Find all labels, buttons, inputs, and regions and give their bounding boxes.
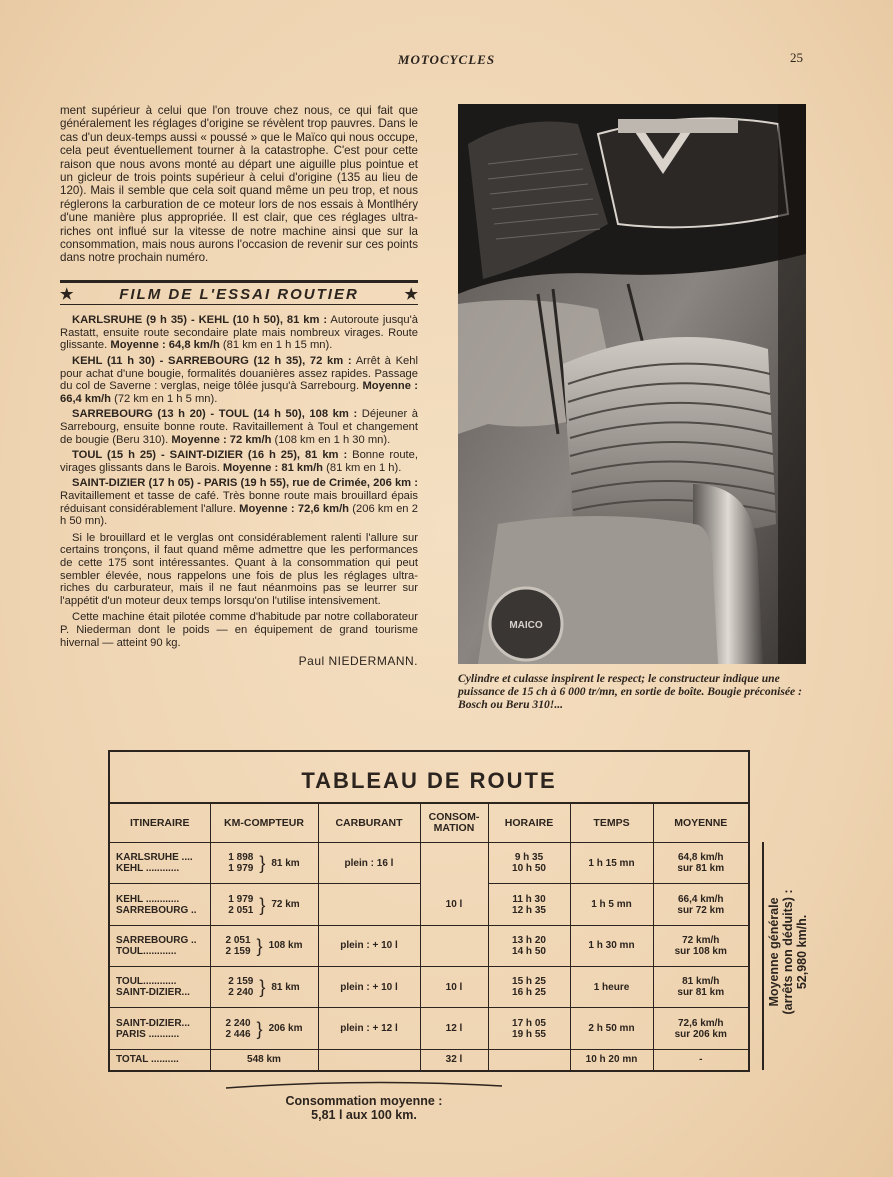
total-consumption: 32 l <box>420 1049 488 1070</box>
consumption-cell: 10 l <box>420 967 488 1008</box>
leg-heading: TOUL (15 h 25) - SAINT-DIZIER (16 h 25), 81 km : <box>72 449 348 462</box>
total-duration: 10 h 20 mn <box>570 1049 653 1070</box>
author-signature: Paul NIEDERMANN. <box>298 654 418 669</box>
itinerary-from: SARREBOURG .. <box>116 934 197 946</box>
average-cell <box>653 843 748 884</box>
duration-cell: 1 h 5 mn <box>570 884 653 925</box>
road-table <box>108 750 750 1072</box>
leg-average: Moyenne : 72,6 km/h <box>239 502 350 515</box>
consumption-cell <box>420 843 488 884</box>
road-leg-paragraph <box>60 355 418 405</box>
column-header: CONSOM-MATION <box>420 803 488 843</box>
leg-text: Autoroute jusqu'à Rastatt, ensuite route secondaire plate mais nombreux virages. Route glissante. <box>60 314 418 352</box>
itinerary-cell <box>110 925 210 966</box>
average-cell <box>653 925 748 966</box>
brace-icon: } <box>256 1018 263 1039</box>
total-row <box>110 1049 748 1070</box>
table-title: TABLEAU DE ROUTE <box>301 768 557 793</box>
duration-cell: 2 h 50 mn <box>570 1008 653 1049</box>
odometer-end: 2 446 <box>225 1028 251 1040</box>
itinerary-to: TOUL............ <box>116 945 177 957</box>
average-distance: sur 81 km <box>677 987 725 999</box>
total-distance: 548 km <box>210 1049 318 1070</box>
leg-average: Moyenne : 66,4 km/h <box>60 380 418 405</box>
distance-value: 81 km <box>271 857 300 869</box>
distance-value: 72 km <box>271 899 300 911</box>
odometer-start: 2 240 <box>225 1017 251 1029</box>
consumption-label: Consommation moyenne : <box>285 1094 443 1108</box>
road-leg-paragraph <box>60 408 418 446</box>
total-fuel <box>318 1049 420 1070</box>
itinerary-cell <box>110 967 210 1008</box>
schedule-cell <box>488 1008 570 1049</box>
odometer-cell <box>210 843 318 884</box>
total-label: TOTAL .......... <box>110 1049 210 1070</box>
itinerary-cell <box>110 843 210 884</box>
arrival-time: 19 h 55 <box>512 1028 546 1040</box>
average-distance: sur 206 km <box>674 1028 727 1040</box>
overall-average-note <box>766 872 810 1032</box>
odometer-cell <box>210 1008 318 1049</box>
leg-average: Moyenne : 72 km/h <box>171 433 272 446</box>
table-row <box>110 884 748 925</box>
average-distance: sur 108 km <box>674 945 727 957</box>
leg-tail: (81 km en 1 h 15 mn). <box>219 339 333 352</box>
departure-time: 13 h 20 <box>512 934 546 946</box>
itinerary-to: KEHL ............ <box>116 863 180 875</box>
column-header: ITINERAIRE <box>110 803 210 843</box>
odometer-end: 1 979 <box>228 863 254 875</box>
consumption-cell: 10 l <box>420 884 488 925</box>
section-title: FILM DE L'ESSAI ROUTIER <box>119 285 359 303</box>
departure-time: 9 h 35 <box>514 852 544 864</box>
itinerary-from: TOUL............ <box>116 976 177 988</box>
total-schedule <box>488 1049 570 1070</box>
average-cell <box>653 884 748 925</box>
itinerary-to: PARIS ........... <box>116 1028 180 1040</box>
distance-value: 108 km <box>268 940 303 952</box>
fuel-cell: plein : 16 l <box>318 843 420 884</box>
itinerary-to: SARREBOURG .. <box>116 904 197 916</box>
column-header: TEMPS <box>570 803 653 843</box>
ornament-swirl-icon <box>224 1080 504 1090</box>
odometer-cell <box>210 925 318 966</box>
consumption-value: 5,81 l aux 100 km. <box>311 1108 417 1122</box>
leg-heading: KEHL (11 h 30) - SARREBOURG (12 h 35), 72 km : <box>72 355 352 368</box>
photo-caption: Cylindre et culasse inspirent le respect; le constructeur indique une puissance de 15 ch à 6 000 tr/mn, en sortie de boîte. Bougie préconisée : Bosch ou Beru 310!... <box>458 672 802 711</box>
average-speed: 81 km/h <box>682 976 720 988</box>
closing-paragraph: Si le brouillard et le verglas ont considérablement ralenti l'allure sur certains tronçons, il faut quand même admettre que les performances de cette 175 sont intéressantes. Quant à la consommation qui peut sembler élevée, nous rappelons une fois de plus les réglages ultra-riches du carburateur, mais il ne faut néanmoins pas se leurrer sur l'appétit d'un moteur deux temps lorsqu'on l'utilise intensivement. <box>60 531 418 607</box>
consumption-cell: 12 l <box>420 1008 488 1049</box>
arrival-time: 10 h 50 <box>512 863 546 875</box>
star-icon: ★ <box>404 285 418 303</box>
leg-tail: (206 km en 2 h 50 mn). <box>60 502 418 528</box>
overall-average-value: 52,980 km/h. <box>795 914 809 990</box>
arrival-time: 16 h 25 <box>512 987 546 999</box>
schedule-cell <box>488 967 570 1008</box>
fuel-cell: plein : + 12 l <box>318 1008 420 1049</box>
engine-photo <box>458 104 806 664</box>
side-divider <box>762 842 764 1070</box>
overall-average-label: Moyenne générale <box>767 897 781 1007</box>
odometer-start: 1 979 <box>228 893 254 905</box>
odometer-end: 2 159 <box>225 945 251 957</box>
average-consumption <box>214 1080 514 1122</box>
itinerary-cell <box>110 1008 210 1049</box>
average-distance: sur 72 km <box>677 904 725 916</box>
section-title-bar <box>60 280 418 305</box>
average-distance: sur 81 km <box>677 863 725 875</box>
odometer-end: 2 051 <box>228 904 254 916</box>
itinerary-from: KEHL ............ <box>116 893 180 905</box>
departure-time: 15 h 25 <box>512 976 546 988</box>
itinerary-cell <box>110 884 210 925</box>
odometer-start: 2 159 <box>228 976 254 988</box>
leg-text: Arrêt à Kehl pour achat d'une bougie, formalités douanières assez rapides. Passage du col de Saverne : verglas, neige tôlée jusqu'à Sarrebourg. <box>60 355 418 393</box>
leg-tail: (72 km en 1 h 5 mn). <box>111 392 218 405</box>
average-speed: 64,8 km/h <box>677 852 724 864</box>
distance-value: 81 km <box>271 981 300 993</box>
article-column <box>60 104 418 669</box>
running-title: MOTOCYCLES <box>397 52 496 67</box>
odometer-cell <box>210 967 318 1008</box>
leg-heading: SARREBOURG (13 h 20) - TOUL (14 h 50), 108 km : <box>72 408 358 421</box>
leg-heading: KARLSRUHE (9 h 35) - KEHL (10 h 50), 81 km : <box>72 314 328 327</box>
table-row <box>110 843 748 884</box>
average-speed: 66,4 km/h <box>677 893 724 905</box>
fuel-cell: plein : + 10 l <box>318 967 420 1008</box>
brace-icon: } <box>259 977 266 998</box>
leg-text: Déjeuner à Sarrebourg, ensuite bonne route. Ravitaillement à Toul et changement de bougie (Beru 310). <box>60 408 419 446</box>
leg-heading: SAINT-DIZIER (17 h 05) - PARIS (19 h 55), rue de Crimée, 206 km : <box>72 477 418 490</box>
leg-average: Moyenne : 64,8 km/h <box>110 339 220 352</box>
distance-value: 206 km <box>268 1023 303 1035</box>
average-speed: 72 km/h <box>682 934 720 946</box>
duration-cell: 1 h 30 mn <box>570 925 653 966</box>
total-average: - <box>653 1049 748 1070</box>
leg-tail: (108 km en 1 h 30 mn). <box>271 433 391 446</box>
page-number: 25 <box>790 50 803 65</box>
leg-tail: (81 km en 1 h). <box>323 461 402 474</box>
table-row <box>110 1008 748 1049</box>
odometer-cell <box>210 884 318 925</box>
road-leg-paragraph <box>60 477 418 527</box>
table-row <box>110 967 748 1008</box>
closing-paragraph: Cette machine était pilotée comme d'habitude par notre collaborateur P. Niederman dont le poids — en équipement de grand tourisme hivernal — atteint 90 kg. <box>60 611 418 649</box>
schedule-cell <box>488 925 570 966</box>
odometer-start: 1 898 <box>228 852 254 864</box>
itinerary-from: SAINT-DIZIER... <box>116 1017 190 1029</box>
overall-average-qualifier: (arrêts non déduits) : <box>781 889 795 1015</box>
brace-icon: } <box>259 894 266 915</box>
departure-time: 11 h 30 <box>512 893 546 905</box>
average-cell <box>653 967 748 1008</box>
fuel-cell <box>318 884 420 925</box>
departure-time: 17 h 05 <box>512 1017 546 1029</box>
road-table-grid <box>110 802 748 1070</box>
star-icon: ★ <box>60 285 74 303</box>
column-header: MOYENNE <box>653 803 748 843</box>
itinerary-from: KARLSRUHE .... <box>116 852 193 864</box>
average-cell <box>653 1008 748 1049</box>
engine-photo-illustration <box>458 104 806 664</box>
intro-paragraph: ment supérieur à celui que l'on trouve chez nous, ce qui fait que généralement les réglages d'origine se révèlent trop pauvres. Dans le cas d'un deux-temps aussi « poussé » que le Maïco qui nous occupe, cela peut éventuellement tourner à la catastrophe. C'est pour cette raison que nous avons monté au départ une aiguille plus pointue et un gicleur de trois points supérieur à celui d'origine (135 au lieu de 120). Mais il semble que cela soit quand même un peu trop, et nous réglerons la carburation de ce moteur lors de nos essais à Montlhéry d'une manière plus appropriée. Il est clair, que ces réglages ultra-riches ont influé sur la vitesse de notre machine ainsi que sur la consommation, mais nous aurons l'occasion de revenir sur ces points dans notre prochain numéro. <box>60 104 418 265</box>
column-header: HORAIRE <box>488 803 570 843</box>
consumption-cell <box>420 925 488 966</box>
schedule-cell <box>488 843 570 884</box>
table-row <box>110 925 748 966</box>
arrival-time: 14 h 50 <box>512 945 546 957</box>
road-leg-paragraph <box>60 449 418 474</box>
odometer-start: 2 051 <box>225 934 251 946</box>
fuel-cell: plein : + 10 l <box>318 925 420 966</box>
road-leg-paragraph <box>60 314 418 352</box>
column-header: KM-COMPTEUR <box>210 803 318 843</box>
leg-text: Bonne route, virages glissants dans le Barois. <box>60 449 418 474</box>
average-speed: 72,6 km/h <box>677 1017 724 1029</box>
schedule-cell <box>488 884 570 925</box>
arrival-time: 12 h 35 <box>512 904 546 916</box>
brace-icon: } <box>256 935 263 956</box>
duration-cell: 1 h 15 mn <box>570 843 653 884</box>
duration-cell: 1 heure <box>570 967 653 1008</box>
leg-text: Ravitaillement et tasse de café. Très bonne route mais brouillard épais réduisant considérablement l'allure. <box>60 490 418 515</box>
table-header-row <box>110 803 748 843</box>
brace-icon: } <box>259 853 266 874</box>
column-header: CARBURANT <box>318 803 420 843</box>
leg-average: Moyenne : 81 km/h <box>222 461 324 474</box>
itinerary-to: SAINT-DIZIER... <box>116 987 190 999</box>
engine-badge-text: MAICO <box>509 620 543 631</box>
odometer-end: 2 240 <box>228 987 254 999</box>
